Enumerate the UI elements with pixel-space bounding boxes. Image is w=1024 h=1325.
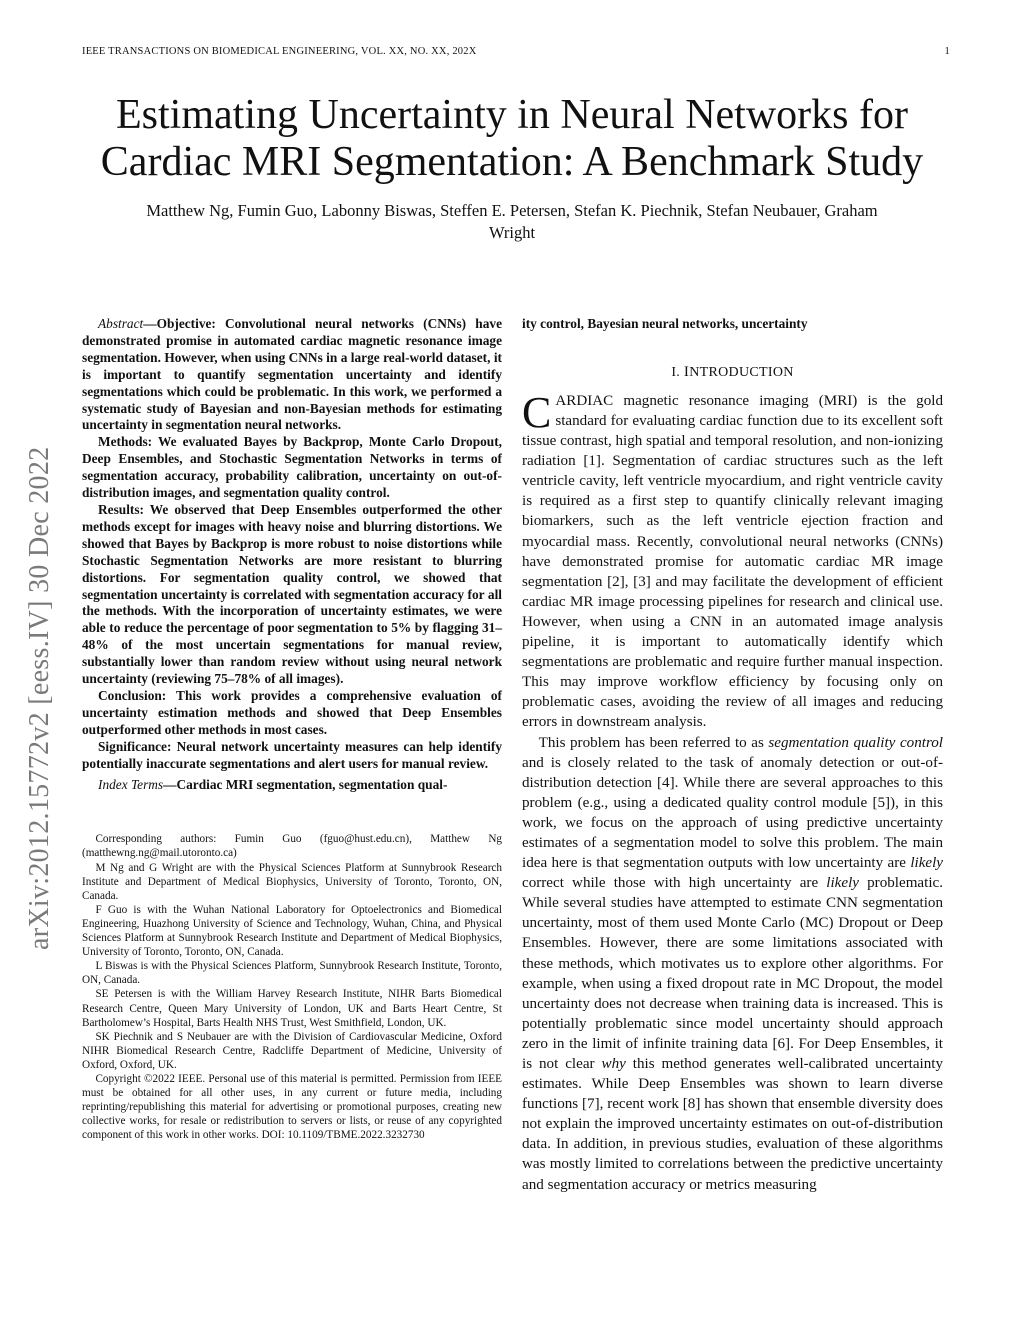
intro-paragraph-1: CARDIAC magnetic resonance imaging (MRI) is the gold standard for evaluating cardiac function due to its excellent soft tissue contrast, high spatial and temporal resolution, and non-ionizing radiation [1]. Segmentation of cardiac structures such as the left ventricle cavity, left ventricle myocardium, and right ventricle cavity is required as a first step to quantify clinically relevant imaging biomarkers, such as the left ventricle ejection fraction and myocardial mass. Recently, convolutional neural networks (CNNs) have demonstrated promise for automatic cardiac MR image segmentation [2], [3] and may facilitate the development of efficient cardiac MR image processing pipelines for research and clinical use. However, when using a CNN in an automated image analysis pipeline, it is important to automatically identify which segmentations are problematic and require further manual inspection. This may improve workflow efficiency by focusing only on problematic cases, avoiding the review of all images and reducing errors in downstream analysis. <box>522 387 943 731</box>
introduction-body <box>522 387 943 1195</box>
footnote-copyright: Copyright ©2022 IEEE. Personal use of this material is permitted. Permission from IEEE must be obtained for all other uses, in any current or future media, including reprinting/republishing this material for advertising or promotional purposes, creating new collective works, for resale or redistribution to servers or lists, or reuse of any copyrighted component of this work in other works. DOI: 10.1109/TBME.2022.3232730 <box>82 1072 502 1142</box>
authors-line-2: Wright <box>488 223 536 242</box>
running-head <box>82 46 950 57</box>
section-heading-introduction: I. INTRODUCTION <box>671 363 794 380</box>
author-list <box>80 200 944 244</box>
paper-title <box>60 92 964 186</box>
abstract-results: Results: We observed that Deep Ensembles outperformed the other methods except for images with heavy noise and blurring distortions. We showed that Bayes by Backprop is more robust to noise distortions while Stochastic Segmentation Networks are more resistant to blurring distortions. For segmentation quality control, we showed that segmentation uncertainty is correlated with segmentation accuracy for all the methods. With the incorporation of uncertainty estimates, we were able to reduce the percentage of poor segmentation to 5% by flagging 31–48% of the most uncertain segmentations for manual review, substantially lower than random review without using neural network uncertainty (reviewing 75–78% of all images). <box>82 501 502 687</box>
index-terms-label: Index Terms <box>98 777 164 793</box>
index-terms: Index Terms—Cardiac MRI segmentation, segmentation qual- <box>98 777 448 793</box>
footnotes <box>82 832 502 1142</box>
footnote-affiliation: M Ng and G Wright are with the Physical Sciences Platform at Sunnybrook Research Institute and Department of Medical Biophysics, University of Toronto, Toronto, ON, Canada. <box>82 861 502 902</box>
abstract-methods: Methods: We evaluated Bayes by Backprop, Monte Carlo Dropout, Deep Ensembles, and Stochastic Segmentation Networks in terms of segmentation accuracy, probability calibration, uncertainty on out-of-distribution images, and segmentation quality control. <box>82 434 502 501</box>
abstract-significance: Significance: Neural network uncertainty measures can help identify potentially inaccurate segmentations and alert users for manual review. <box>82 738 502 771</box>
footnote-corresponding: Corresponding authors: Fumin Guo (fguo@hust.edu.cn), Matthew Ng (matthewng.ng@mail.utoronto.ca) <box>82 833 502 860</box>
authors-line-1: Matthew Ng, Fumin Guo, Labonny Biswas, Steffen E. Petersen, Stefan K. Piechnik, Stefan Neubauer, Graham <box>146 201 878 220</box>
title-line-1: Estimating Uncertainty in Neural Networks for <box>116 92 908 138</box>
title-line-2: Cardiac MRI Segmentation: A Benchmark Study <box>100 139 924 185</box>
drop-cap: C <box>522 387 552 437</box>
right-column <box>522 316 943 1195</box>
footnote-affiliation: SK Piechnik and S Neubauer are with the Division of Cardiovascular Medicine, Oxford NIHR Biomedical Research Centre, Radcliffe Department of Medicine, University of Oxford, Oxford, UK. <box>82 1030 502 1071</box>
footnote-affiliation: SE Petersen is with the William Harvey Research Institute, NIHR Barts Biomedical Research Centre, Queen Mary University of London, UK and Barts Heart Centre, St Bartholomew’s Hospital, Barts Health NHS Trust, West Smithfield, London, UK. <box>82 988 502 1029</box>
page-number: 1 <box>944 46 950 57</box>
index-terms-continued: ity control, Bayesian neural networks, uncertainty <box>522 316 808 331</box>
journal-header: IEEE TRANSACTIONS ON BIOMEDICAL ENGINEERING, VOL. XX, NO. XX, 202X <box>82 46 477 57</box>
abstract-objective: Abstract—Objective: Convolutional neural networks (CNNs) have demonstrated promise in automated cardiac magnetic resonance image segmentation. However, when using CNNs in a large real-world dataset, it is important to quantify segmentation uncertainty and identify segmentations which could be problematic. In this work, we performed a systematic study of Bayesian and non-Bayesian methods for estimating uncertainty in segmentation neural networks. <box>82 316 502 433</box>
left-column <box>82 316 502 1142</box>
abstract-label: Abstract <box>98 316 144 331</box>
footnote-affiliation: L Biswas is with the Physical Sciences Platform, Sunnybrook Research Institute, Toronto, ON, Canada. <box>82 960 502 987</box>
arxiv-identifier: arXiv:2012.15772v2 [eess.IV] 30 Dec 2022 <box>24 446 55 950</box>
abstract <box>82 316 502 794</box>
footnote-affiliation: F Guo is with the Wuhan National Laboratory for Optoelectronics and Biomedical Engineering, Huazhong University of Science and Technology, Wuhan, China, and Physical Sciences Platform at Sunnybrook Research Institute and Department of Medical Biophysics, University of Toronto, Toronto, ON, Canada. <box>82 903 502 959</box>
intro-paragraph-2: This problem has been referred to as segmentation quality control and is closely related to the task of anomaly detection or out-of-distribution detection [4]. While there are several approaches to this problem (e.g., using a dedicated quality control module [5]), in this work, we focus on the approach of using predictive uncertainty estimates of a segmentation model to solve this problem. The main idea here is that segmentation outputs with low uncertainty are likely correct while those with high uncertainty are likely problematic. While several studies have attempted to estimate CNN segmentation uncertainty, most of them used Monte Carlo (MC) Dropout or Deep Ensembles. However, there are some limitations associated with these methods, which motivates us to explore other algorithms. For example, when using a fixed dropout rate in MC Dropout, the model uncertainty does not decrease when training data is increased. This is potentially problematic since model uncertainty should approach zero in the limit of infinite training data [6]. For Deep Ensembles, it is not clear why this method generates well-calibrated uncertainty estimates. While Deep Ensembles was shown to learn diverse functions [7], recent work [8] has shown that ensemble diversity does not explain the improved uncertainty estimates on out-of-distribution data. In addition, in previous studies, evaluation of these algorithms was mostly limited to correlations between the predictive uncertainty and segmentation accuracy or metrics measuring <box>522 734 943 1193</box>
abstract-conclusion: Conclusion: This work provides a comprehensive evaluation of uncertainty estimation methods and showed that Deep Ensembles outperformed other methods in most cases. <box>82 687 502 737</box>
